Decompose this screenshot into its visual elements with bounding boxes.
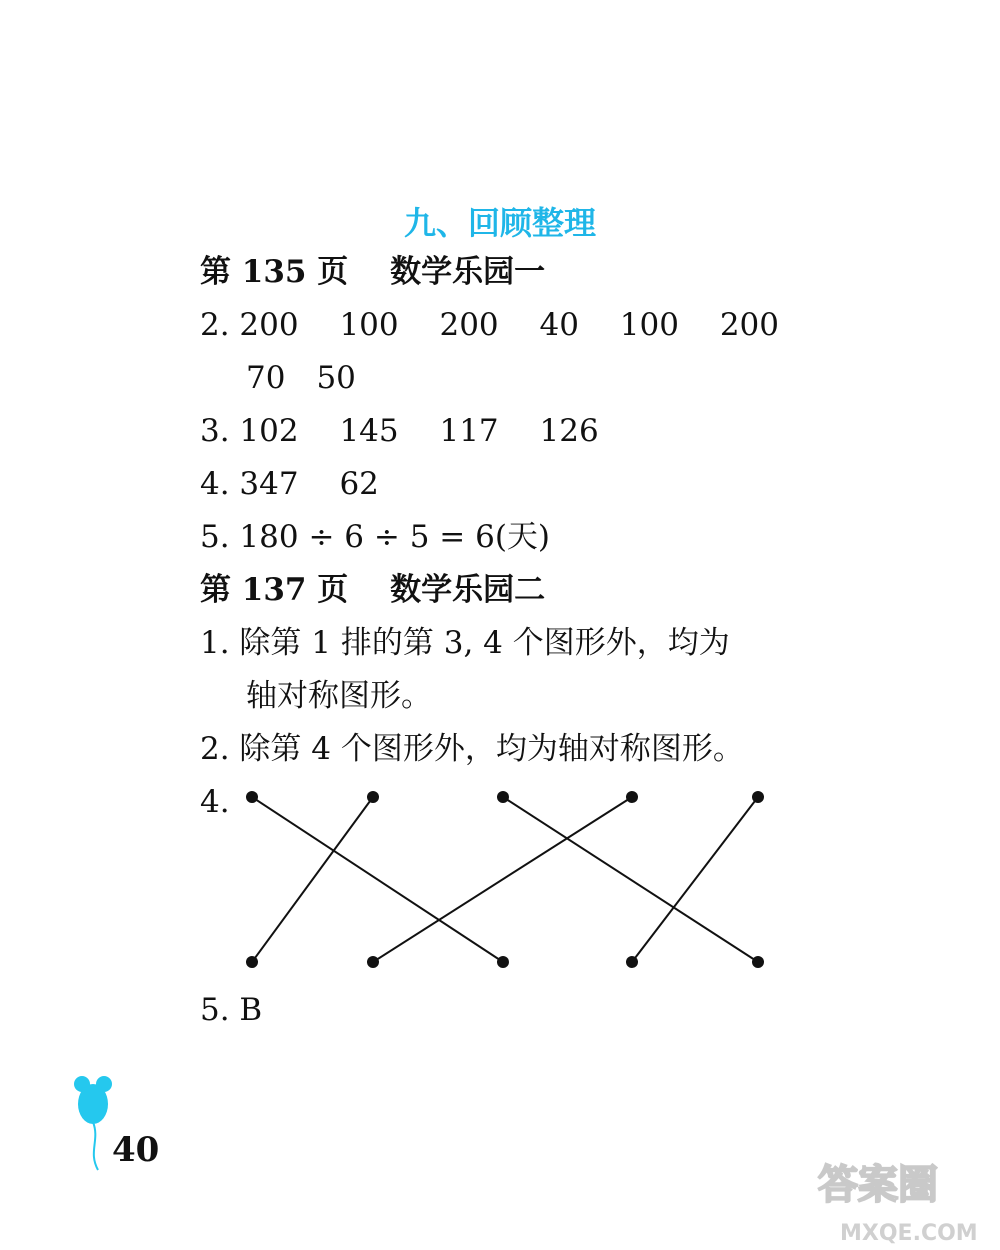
answer-1-line1: 1. 除第 1 排的第 3, 4 个图形外，均为: [200, 625, 730, 661]
watermark-line1: 答案圈: [818, 1162, 938, 1208]
match-line-5: [632, 797, 758, 962]
answer-3: 3. 102 145 117 126: [200, 413, 599, 449]
match-line-4: [373, 797, 632, 962]
top-dot-4: [626, 791, 638, 803]
match-line-3: [503, 797, 758, 962]
top-dot-1: [246, 791, 258, 803]
bottom-dot-5: [752, 956, 764, 968]
answer-2-line2: 70 50: [246, 360, 356, 396]
top-dot-3: [497, 791, 509, 803]
bottom-dot-3: [497, 956, 509, 968]
answer-5b: 5. B: [200, 992, 263, 1028]
bottom-dot-2: [367, 956, 379, 968]
answer-1-line2: 轴对称图形。: [246, 678, 432, 714]
bottom-dot-4: [626, 956, 638, 968]
section-heading-135: 第 135 页 数学乐园一: [200, 254, 546, 290]
answer-2b: 2. 除第 4 个图形外，均为轴对称图形。: [200, 731, 744, 767]
match-line-2: [252, 797, 373, 962]
answer-4-label: 4.: [200, 784, 230, 820]
top-dot-5: [752, 791, 764, 803]
answer-4: 4. 347 62: [200, 466, 379, 502]
section-heading-137: 第 137 页 数学乐园二: [200, 572, 546, 608]
chapter-title: 九、回顾整理: [403, 204, 596, 242]
watermark-line2: MXQE.COM: [840, 1221, 978, 1246]
page-number: 40: [112, 1130, 160, 1170]
answer-2-line1: 2. 200 100 200 40 100 200: [200, 307, 779, 343]
bottom-dot-1: [246, 956, 258, 968]
answer-5: 5. 180 ÷ 6 ÷ 5 = 6(天): [200, 519, 551, 555]
watermark-logo: [810, 1140, 1000, 1250]
match-line-1: [252, 797, 503, 962]
top-dot-2: [367, 791, 379, 803]
